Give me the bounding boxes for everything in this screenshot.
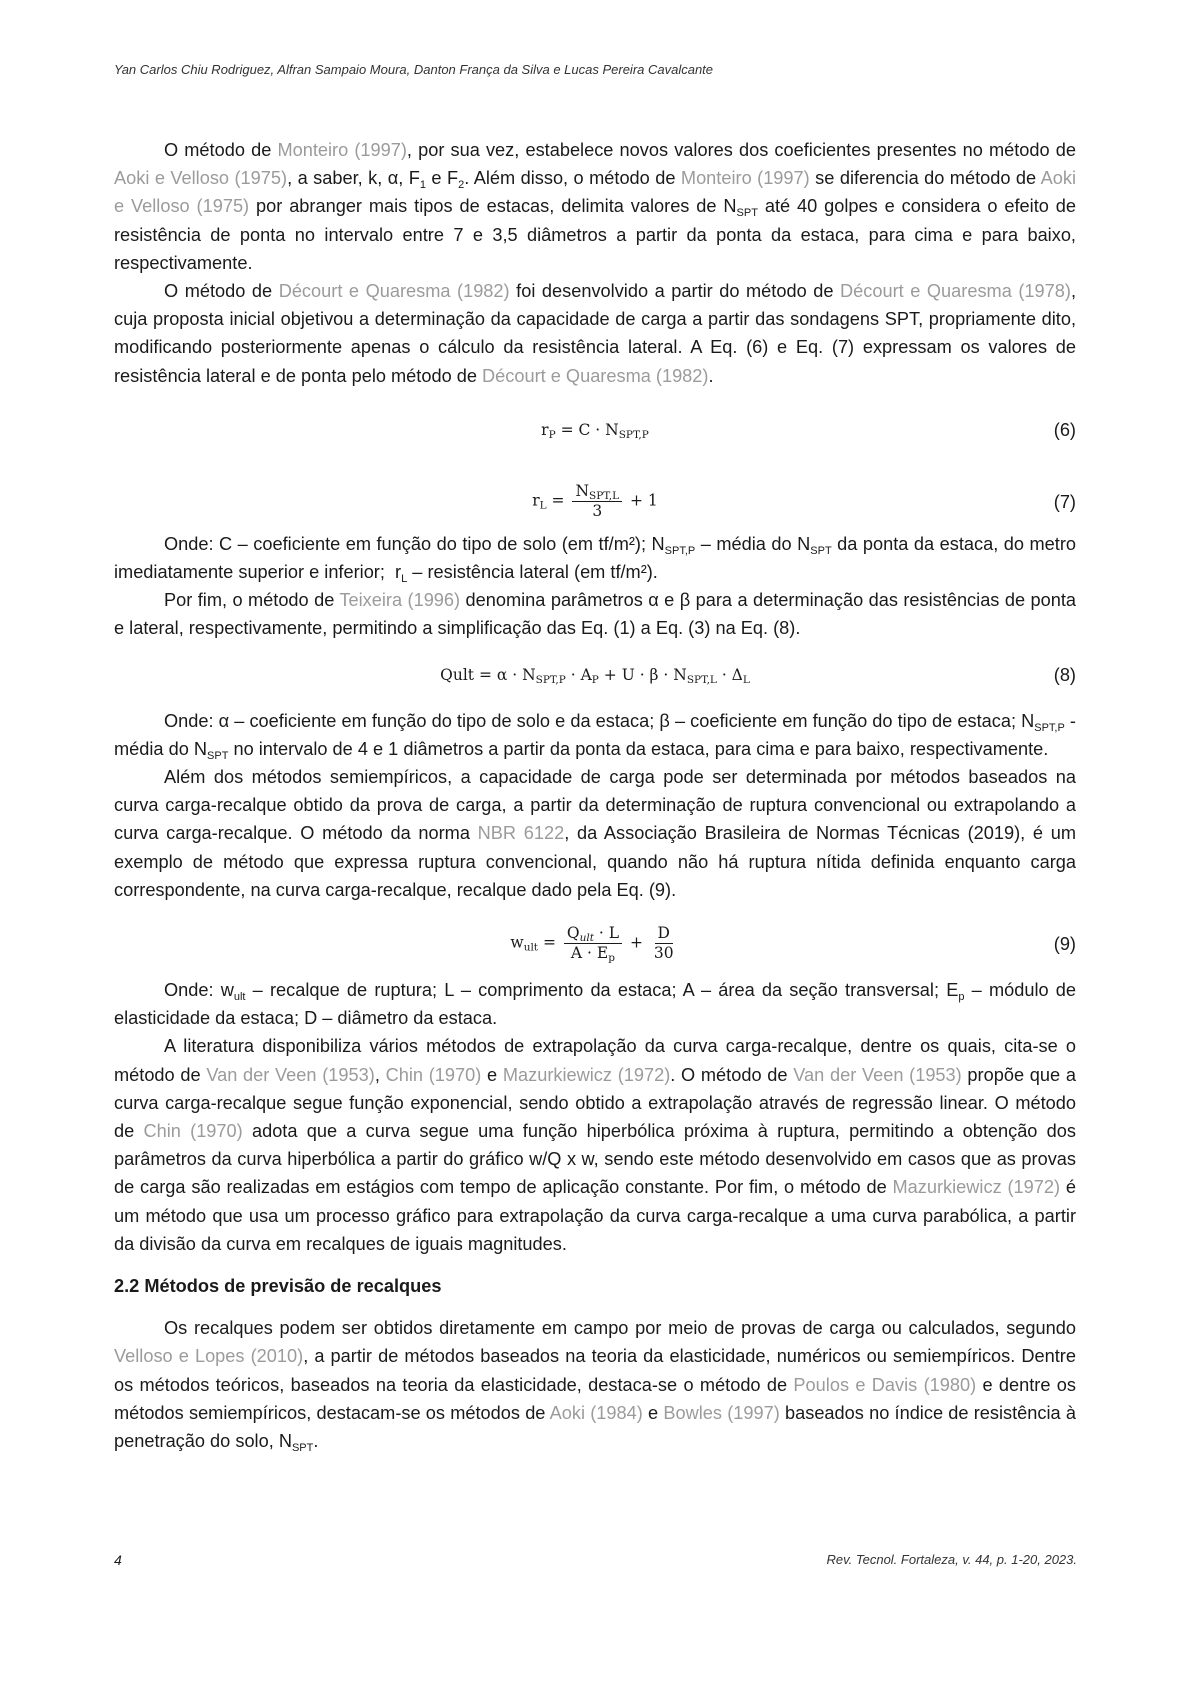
- citation-link[interactable]: NBR 6122: [477, 823, 565, 844]
- equation-7: [114, 474, 1076, 524]
- citation-link[interactable]: Mazurkiewicz (1972): [892, 1177, 1061, 1198]
- paragraph: O método de Décourt e Quaresma (1982) foi desenvolvido a partir do método de Décourt e Quaresma (1978), cuja proposta inicial objetivou a determinação da capacidade de carga a partir das sondagens SPT, propriamente dito, modificando posteriormente apenas o cálculo da resistência lateral. A Eq. (6) e Eq. (7) expressam os valores de resistência lateral e de ponta pelo método de Décourt e Quaresma (1982).: [114, 281, 1076, 386]
- equation-8: [114, 661, 1076, 689]
- citation-link[interactable]: Aoki (1984): [549, 1402, 643, 1423]
- equation-number: (8): [1053, 664, 1076, 685]
- citation-link[interactable]: Décourt e Quaresma (1982): [482, 365, 709, 386]
- equation-number: (9): [1053, 934, 1076, 955]
- equation-number: (6): [1053, 419, 1076, 440]
- equation-expression: $w_{ult}$ = $\frac{Q_{ult} \cdot L}{A \cdot E_p}$ + $\frac{D}{30}$: [510, 924, 674, 965]
- citation-link[interactable]: Van der Veen (1953): [793, 1064, 962, 1085]
- body-text: [114, 136, 1076, 1455]
- journal-reference: Rev. Tecnol. Fortaleza, v. 44, p. 1-20, 2023.: [826, 1552, 1077, 1567]
- equation-9: [114, 916, 1076, 966]
- paragraph: Onde: C – coeficiente em função do tipo de solo (em tf/m²); $N_{SPT,P}$ – média do $N_{SPT}$ da ponta da estaca, do metro imediatamente superior e inferior; $r_L$ – resistência lateral (em tf/m²).: [114, 533, 1076, 586]
- paragraph: O método de Monteiro (1997), por sua vez, estabelece novos valores dos coeficientes presentes no método de Aoki e Velloso (1975), a saber, k, α, $F_1$ e $F_2$. Além disso, o método de Monteiro (1997) se diferencia do método de Aoki e Velloso (1975) por abranger mais tipos de estacas, delimita valores de $N_{SPT}$ até 40 golpes e considera o efeito de resistência de ponta no intervalo entre 7 e 3,5 diâmetros a partir da ponta da estaca, para cima e para baixo, respectivamente.: [114, 140, 1076, 273]
- page-number: 4: [114, 1552, 122, 1568]
- citation-link[interactable]: Van der Veen (1953): [206, 1064, 375, 1085]
- citation-link[interactable]: Poulos e Davis (1980): [793, 1374, 977, 1395]
- citation-link[interactable]: Décourt e Quaresma (1982): [278, 281, 510, 302]
- citation-link[interactable]: (1978): [1018, 281, 1071, 302]
- citation-link[interactable]: Velloso e Lopes (2010): [114, 1346, 304, 1367]
- citation-link[interactable]: Monteiro (1997): [277, 140, 407, 160]
- equation-expression: $r_P = C \cdot N_{SPT,P}$: [541, 420, 649, 441]
- section-heading: 2.2 Métodos de previsão de recalques: [114, 1276, 442, 1297]
- paragraph: Além dos métodos semiempíricos, a capacidade de carga pode ser determinada por métodos baseados na curva carga-recalque obtido da prova de carga, a partir da determinação de ruptura convencional ou extrapolando a curva carga-recalque. O método da norma NBR 6122, da Associação Brasileira de Normas Técnicas (2019), é um exemplo de método que expressa ruptura convencional, quando não há ruptura nítida definida enquanto carga correspondente, na curva carga-recalque, recalque dado pela Eq. (9).: [114, 767, 1076, 900]
- equation-number: (7): [1053, 491, 1076, 512]
- citation-link[interactable]: Mazurkiewicz (1972): [502, 1064, 671, 1085]
- equation-expression: $r_L$ = $\frac{N_{SPT,L}}{3}$ + 1: [532, 481, 658, 520]
- paragraph: Os recalques podem ser obtidos diretamente em campo por meio de provas de carga ou calculados, segundo Velloso e Lopes (2010), a partir de métodos baseados na teoria da elasticidade, numéricos ou semiempíricos. Dentre os métodos teóricos, baseados na teoria da elasticidade, destaca-se o método de Poulos e Davis (1980) e dentre os métodos semiempíricos, destacam-se os métodos de Aoki (1984) e Bowles (1997) baseados no índice de resistência à penetração do solo, $N_{SPT}$.: [114, 1318, 1076, 1454]
- running-header: Yan Carlos Chiu Rodriguez, Alfran Sampaio Moura, Danton França da Silva e Lucas Pereira Cavalcante: [114, 62, 714, 77]
- citation-link[interactable]: Monteiro (1997): [680, 168, 810, 189]
- citation-link[interactable]: Teixeira (1996): [339, 590, 461, 611]
- citation-link[interactable]: Chin (1970): [385, 1064, 482, 1085]
- paragraph: Por fim, o método de Teixeira (1996) denomina parâmetros α e β para a determinação das resistências de ponta e lateral, respectivamente, permitindo a simplificação das Eq. (1) a Eq. (3) na Eq. (8).: [114, 590, 1076, 639]
- citation-link[interactable]: Chin (1970): [143, 1121, 243, 1142]
- citation-link[interactable]: Aoki e Velloso (1975): [114, 168, 288, 189]
- equation-expression: Qult = $\alpha \cdot N_{SPT,P} \cdot A_P + U \cdot \beta \cdot N_{SPT,L} \cdot \Delta_L$: [440, 665, 750, 686]
- paragraph: A literatura disponibiliza vários métodos de extrapolação da curva carga-recalque, dentre os quais, cita-se o método de Van der Veen (1953), Chin (1970) e Mazurkiewicz (1972). O método de Van der Veen (1953) propõe que a curva carga-recalque segue função exponencial, sendo obtido a extrapolação através de regressão linear. O método de Chin (1970) adota que a curva segue uma função hiperbólica próxima à ruptura, permitindo a obtenção dos parâmetros da curva hiperbólica a partir do gráfico w/Q x w, sendo este método desenvolvido em casos que as provas de carga são realizadas em estágios com tempo de aplicação constante. Por fim, o método de Mazurkiewicz (1972) é um método que usa um processo gráfico para extrapolação da curva carga-recalque a uma curva parabólica, a partir da divisão da curva em recalques de iguais magnitudes.: [114, 1036, 1076, 1254]
- paragraph: Onde: $w_{ult}$ – recalque de ruptura; L – comprimento da estaca; A – área da seção transversal; $E_p$ – módulo de elasticidade da estaca; D – diâmetro da estaca.: [114, 980, 1077, 1029]
- citation-link[interactable]: Décourt e Quaresma: [840, 281, 1012, 302]
- paragraph: Onde: α – coeficiente em função do tipo de solo e da estaca; β – coeficiente em função do tipo de estaca; $N_{SPT,P}$ - média do $N_{SPT}$ no intervalo de 4 e 1 diâmetros a partir da ponta da estaca, para cima e para baixo, respectivamente.: [114, 710, 1076, 762]
- citation-link[interactable]: Bowles (1997): [663, 1402, 780, 1423]
- equation-6: [114, 416, 1076, 444]
- citation-link[interactable]: Aoki e Velloso (1975): [114, 168, 1076, 217]
